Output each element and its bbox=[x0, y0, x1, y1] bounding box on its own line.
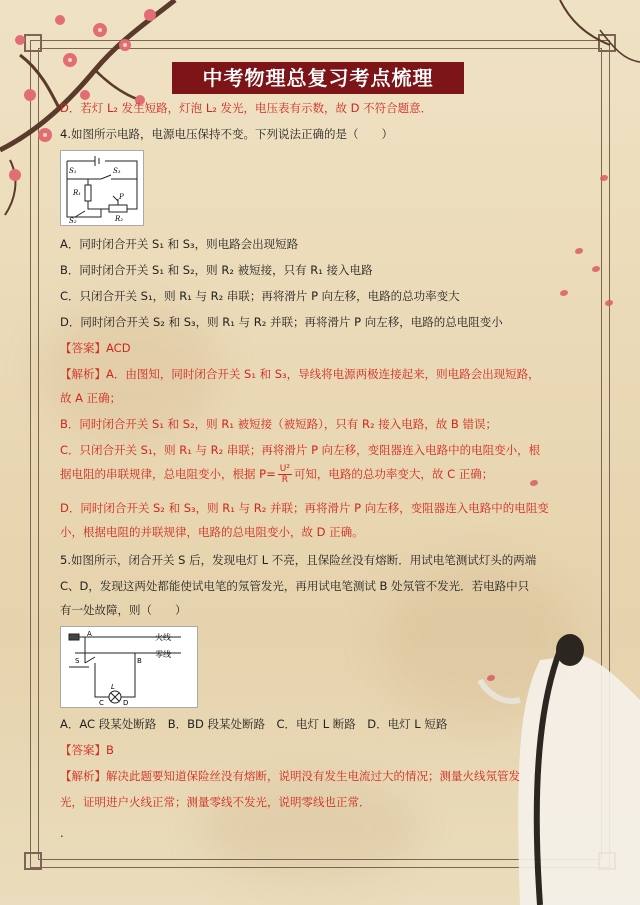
fig-label-s1: S₁ bbox=[69, 167, 77, 175]
q5-analysis-line-2: 光，证明进户火线正常；测量零线不发光，说明零线也正常． bbox=[60, 795, 371, 809]
q4-analysis-label: 【解析】 bbox=[60, 367, 106, 381]
fig-label-l: L bbox=[111, 683, 115, 691]
q4-option-d: D．同时闭合开关 S₂ 和 S₃，则 R₁ 与 R₂ 并联；再将滑片 P 向左移，电路的总电阻变小 bbox=[60, 315, 503, 329]
q4-answer-label: 【答案】 bbox=[60, 341, 106, 355]
fig-label-s: S bbox=[75, 657, 80, 665]
power-formula-fraction: $\frac{\text{U²}}{R}$ bbox=[279, 464, 290, 485]
fig-label-a: A bbox=[87, 630, 92, 638]
q4-circuit-figure bbox=[60, 150, 144, 226]
fig-label-r1: R₁ bbox=[73, 189, 82, 197]
q4-analysis-line-5: 据电阻的串联规律，总电阻变小，根据 P= $\frac{\text{U²}}{R}$ 可知，电路的总功率变大，故 C 正确； bbox=[60, 464, 494, 485]
q5-options: A．AC 段某处断路 B．BD 段某处断路 C．电灯 L 断路 D．电灯 L 短路 bbox=[60, 717, 448, 731]
fig-label-live-wire: 火线 bbox=[155, 633, 171, 642]
q5-analysis-line-1: 【解析】解决此题要知道保险丝没有熔断，说明没有发生电流过大的情况；测量火线氖管发 bbox=[60, 769, 520, 783]
q5-stem-line-1: 5.如图所示，闭合开关 S 后，发现电灯 L 不亮，且保险丝没有熔断．用试电笔测试灯头的两端 bbox=[60, 553, 537, 567]
end-mark: . bbox=[60, 826, 64, 840]
fig-label-r2: R₂ bbox=[115, 215, 124, 223]
q5-analysis-label: 【解析】 bbox=[60, 769, 106, 783]
q5-answer-value: B bbox=[106, 743, 114, 757]
q5-circuit-figure bbox=[60, 626, 198, 708]
fig-label-neutral-wire: 零线 bbox=[155, 650, 171, 659]
fig-label-s2: S₂ bbox=[69, 217, 77, 225]
q4-analysis-line-7: 小，根据电阻的并联规律，电路的总电阻变小，故 D 正确。 bbox=[60, 525, 364, 539]
q4-stem: 4.如图所示电路，电源电压保持不变。下列说法正确的是（ ） bbox=[60, 127, 393, 141]
q4-analysis-line-1: 【解析】A．由图知，同时闭合开关 S₁ 和 S₃，导线将电源两极连接起来，则电路会出现短路， bbox=[60, 367, 540, 381]
fig-label-c: C bbox=[99, 699, 104, 707]
previous-answer-line: D．若灯 L₂ 发生短路，灯泡 L₂ 发光，电压表有示数，故 D 不符合题意． bbox=[60, 101, 433, 115]
q4-analysis-line-4: C．只闭合开关 S₁，则 R₁ 与 R₂ 串联；再将滑片 P 向左移，变阻器连入电路中的电阻变小，根 bbox=[60, 443, 541, 457]
q5-answer bbox=[60, 742, 590, 758]
q4-analysis-line-6: D．同时闭合开关 S₂ 和 S₃，则 R₁ 与 R₂ 并联；再将滑片 P 向左移，变阻器连入电路中的电阻变 bbox=[60, 501, 549, 515]
q4-analysis-line-2: 故 A 正确； bbox=[60, 391, 122, 405]
q4-answer-value: ACD bbox=[106, 341, 131, 355]
q4-answer bbox=[60, 340, 590, 356]
q4-option-a: A．同时闭合开关 S₁ 和 S₃，则电路会出现短路 bbox=[60, 237, 299, 251]
q4-option-c: C．只闭合开关 S₁，则 R₁ 与 R₂ 串联；再将滑片 P 向左移，电路的总功率变大 bbox=[60, 289, 460, 303]
q5-answer-label: 【答案】 bbox=[60, 743, 106, 757]
q4-analysis-line-3: B．同时闭合开关 S₁ 和 S₂，则 R₁ 被短接（被短路），只有 R₂ 接入电路，故 B 错误； bbox=[60, 417, 497, 431]
fig-label-b: B bbox=[137, 657, 142, 665]
fig-label-s3: S₃ bbox=[113, 167, 121, 175]
q5-stem-line-2: C、D，发现这两处都能使试电笔的氖管发光，再用试电笔测试 B 处氖管不发光．若电路中只 bbox=[60, 579, 530, 593]
fig-label-p: P bbox=[119, 193, 124, 201]
fig-label-d: D bbox=[123, 699, 129, 707]
q4-option-b: B．同时闭合开关 S₁ 和 S₂，则 R₂ 被短接，只有 R₁ 接入电路 bbox=[60, 263, 373, 277]
page-title: 中考物理总复习考点梳理 bbox=[172, 62, 464, 94]
q5-stem-line-3: 有一处故障，则（ ） bbox=[60, 603, 187, 617]
